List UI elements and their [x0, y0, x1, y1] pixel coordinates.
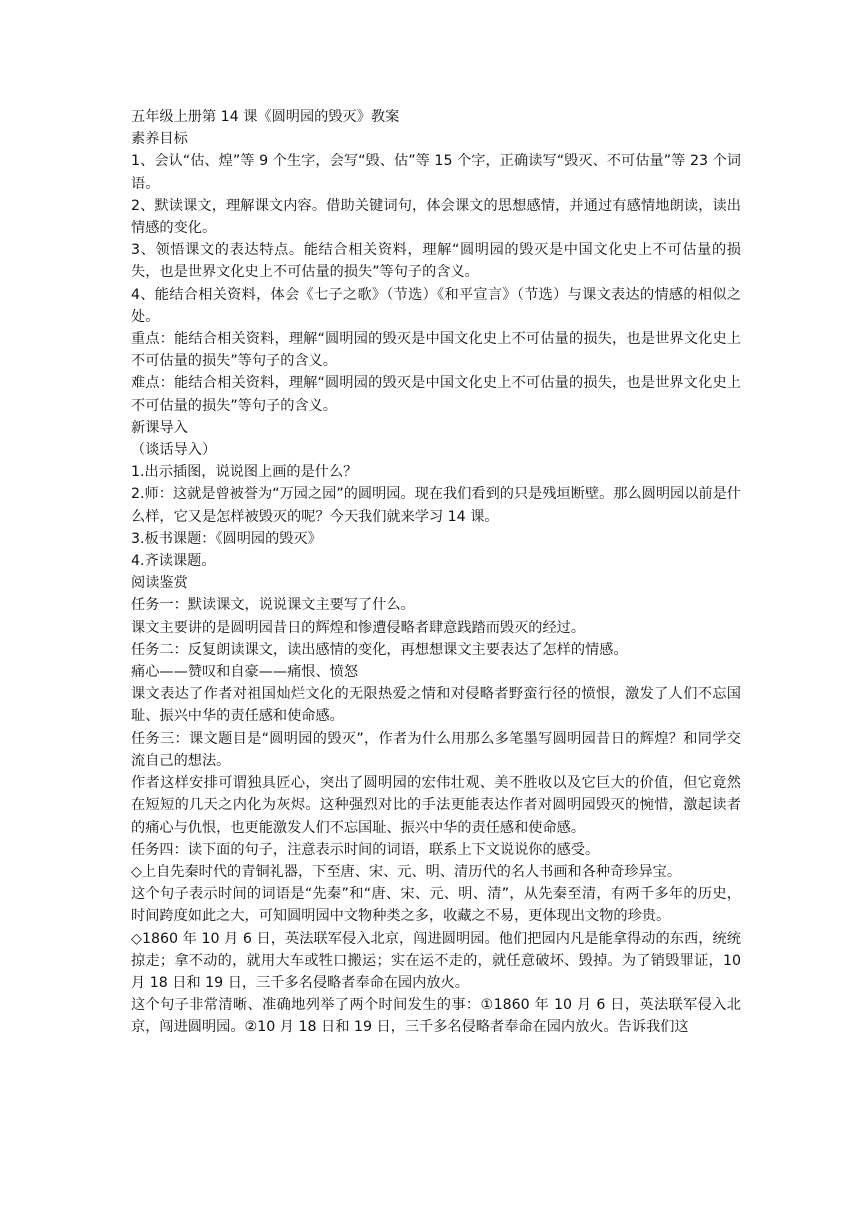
paragraph: （谈话导入） [131, 442, 217, 459]
paragraph: 1、会认“估、煌”等 9 个生字，会写“毁、估”等 15 个字，正确读写“毁灭、不可估量”等 23 个词语。 [131, 153, 741, 192]
paragraph: 难点：能结合相关资料，理解“圆明园的毁灭是中国文化史上不可估量的损失，也是世界文化史上不可估量的损失”等句子的含义。 [131, 375, 741, 414]
paragraph: 这个句子表示时间的词语是“先秦”和“唐、宋、元、明、清”，从先秦至清，有两千多年的历史，时间跨度如此之大，可知圆明园中文物种类之多，收藏之不易，更体现出文物的珍贵。 [131, 886, 741, 925]
document-page [131, 106, 741, 1039]
paragraph: 4、能结合相关资料，体会《七子之歌》（节选）《和平宣言》（节选）与课文表达的情感的相似之处。 [131, 286, 741, 325]
paragraph: 任务一：默读课文，说说课文主要写了什么。 [131, 597, 415, 614]
paragraph: 重点：能结合相关资料，理解“圆明园的毁灭是中国文化史上不可估量的损失，也是世界文化史上不可估量的损失”等句子的含义。 [131, 331, 741, 370]
document-title: 五年级上册第 14 课《圆明园的毁灭》教案 [131, 109, 400, 125]
paragraph: 2.师：这就是曾被誉为“万园之园”的圆明园。现在我们看到的只是残垣断壁。那么圆明园以前是什么样，它又是怎样被毁灭的呢？今天我们就来学习 14 课。 [131, 486, 741, 525]
paragraph: 作者这样安排可谓独具匠心，突出了圆明园的宏伟壮观、美不胜收以及它巨大的价值，但它竟然在短短的几天之内化为灰烬。这种强烈对比的手法更能表达作者对圆明园毁灭的惋惜，激起读者的痛心与仇恨，也更能激发人们不忘国耻、振兴中华的责任感和使命感。 [131, 775, 741, 836]
paragraph: ◇上自先秦时代的青铜礼器，下至唐、宋、元、明、清历代的名人书画和各种奇珍异宝。 [131, 863, 682, 880]
paragraph: 3、领悟课文的表达特点。能结合相关资料，理解“圆明园的毁灭是中国文化史上不可估量的损失，也是世界文化史上不可估量的损失”等句子的含义。 [131, 242, 741, 281]
paragraph: 课文主要讲的是圆明园昔日的辉煌和惨遭侵略者肆意践踏而毁灭的经过。 [131, 619, 586, 636]
paragraph: 课文表达了作者对祖国灿烂文化的无限热爱之情和对侵略者野蛮行径的愤恨，激发了人们不忘国耻、振兴中华的责任感和使命感。 [131, 686, 741, 725]
paragraph: 新课导入 [131, 419, 188, 436]
paragraph: 任务三：课文题目是“圆明园的毁灭”，作者为什么用那么多笔墨写圆明园昔日的辉煌？和同学交流自己的想法。 [131, 730, 741, 769]
document-body [131, 128, 741, 1038]
paragraph: 素养目标 [131, 131, 188, 148]
paragraph: 这个句子非常清晰、准确地列举了两个时间发生的事：①1860 年 10 月 6 日，英法联军侵入北京，闯进圆明园。②10 月 18 日和 19 日，三千多名侵略者奉命在园内放火。告诉我们这 [131, 997, 741, 1036]
paragraph: ◇1860 年 10 月 6 日，英法联军侵入北京，闯进圆明园。他们把园内凡是能拿得动的东西，统统掠走；拿不动的，就用大车或牲口搬运；实在运不走的，就任意破坏、毁掉。为了销毁罪证，10 月 18 日和 19 日，三千多名侵略者奉命在园内放火。 [131, 930, 741, 991]
paragraph: 3.板书课题：《圆明园的毁灭》 [131, 530, 322, 547]
paragraph: 痛心——赞叹和自豪——痛恨、愤怒 [131, 664, 359, 681]
paragraph: 任务四：读下面的句子，注意表示时间的词语，联系上下文说说你的感受。 [131, 841, 600, 858]
paragraph: 4.齐读课题。 [131, 553, 216, 570]
paragraph: 1.出示插图，说说图上画的是什么？ [131, 464, 358, 481]
paragraph: 2、默读课文，理解课文内容。借助关键词句，体会课文的思想感情，并通过有感情地朗读，读出情感的变化。 [131, 197, 741, 237]
paragraph: 阅读鉴赏 [131, 575, 188, 592]
paragraph: 任务二：反复朗读课文，读出感情的变化，再想想课文主要表达了怎样的情感。 [131, 641, 628, 658]
